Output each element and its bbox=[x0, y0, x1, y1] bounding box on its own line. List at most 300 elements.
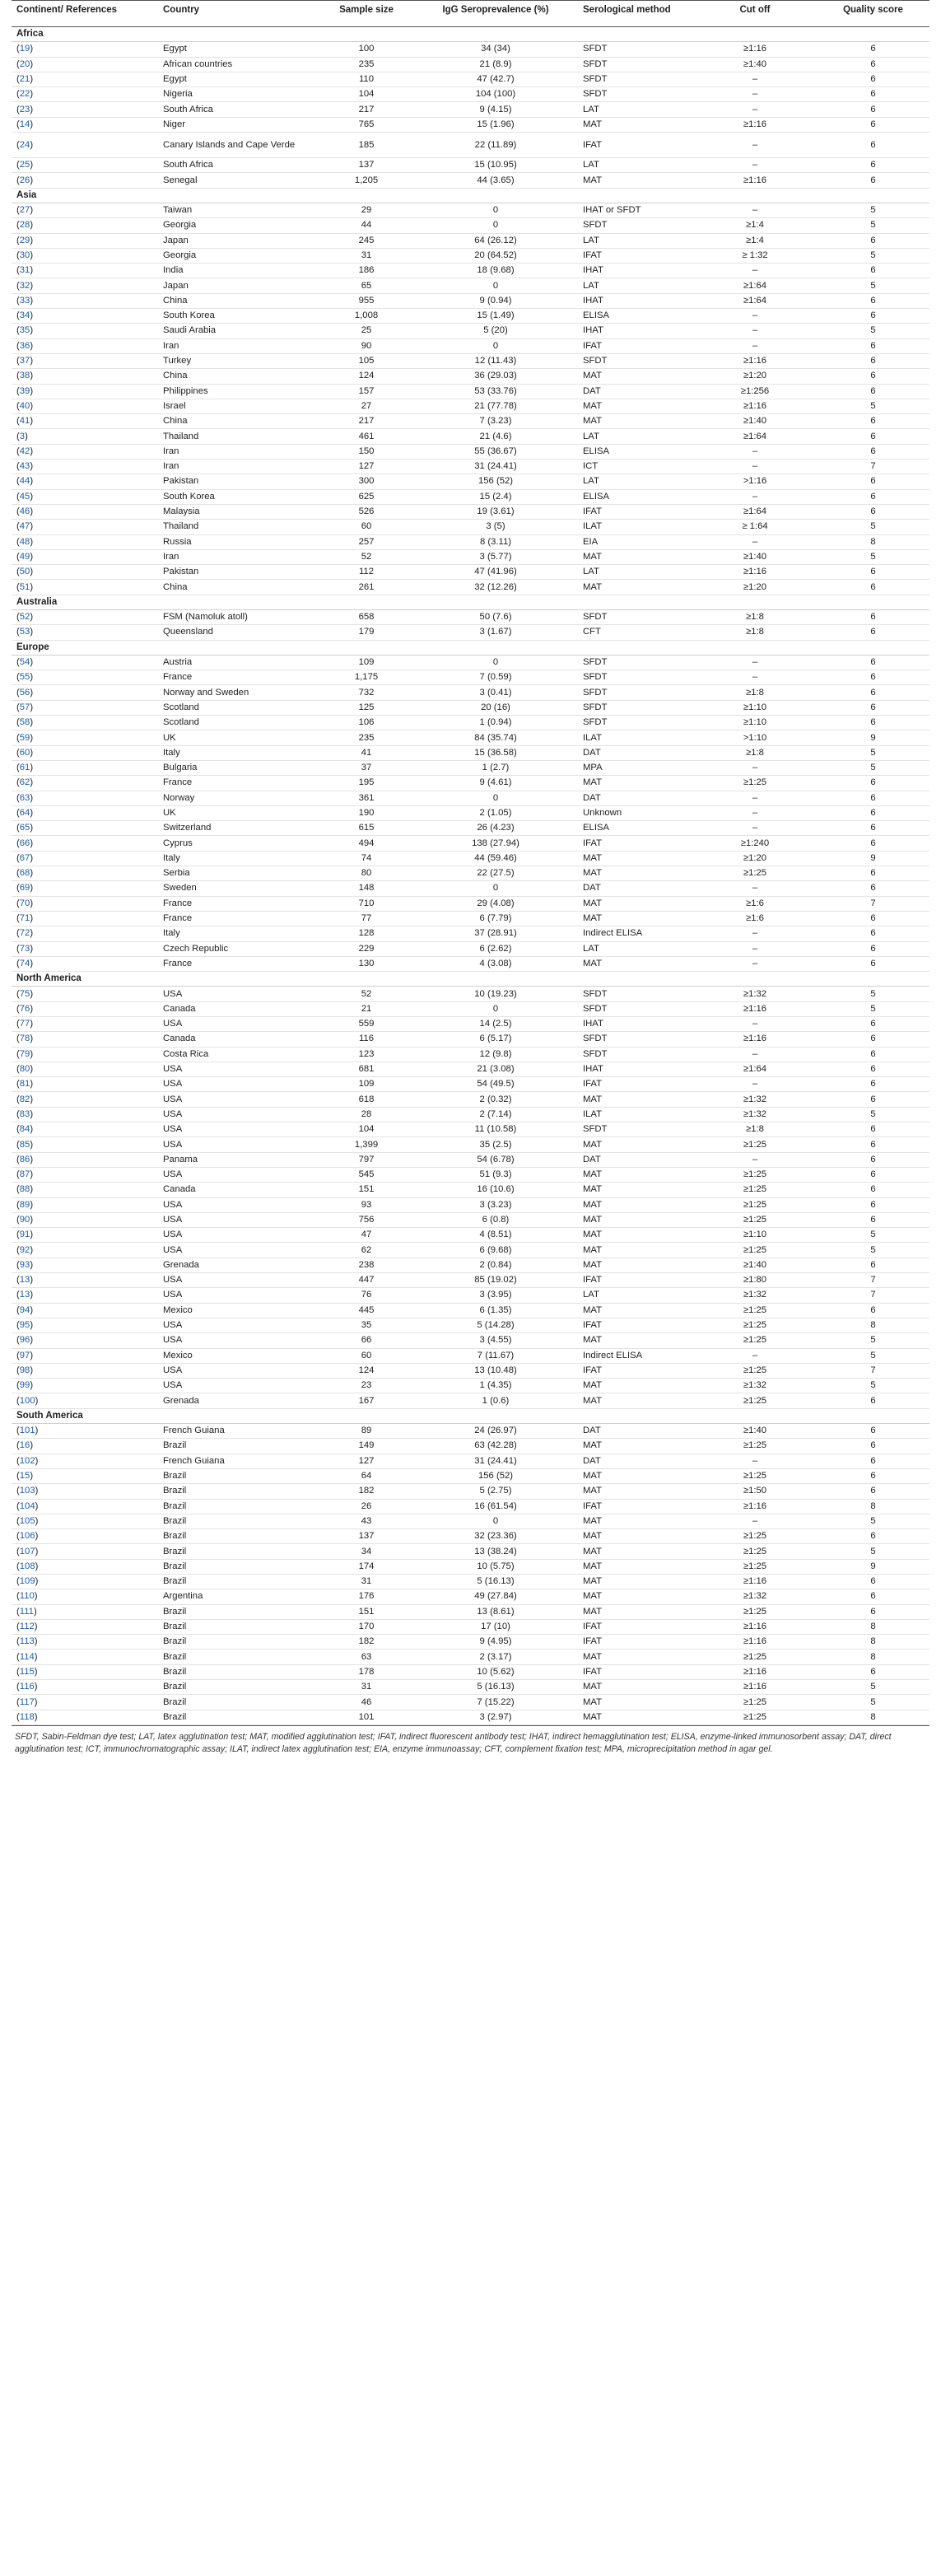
reference-link[interactable]: 54 bbox=[19, 657, 30, 668]
table-row bbox=[12, 534, 929, 549]
cell-seroprevalence: 3 (5) bbox=[413, 520, 578, 534]
cell-method: IFAT bbox=[578, 1318, 693, 1332]
cell-method: IFAT bbox=[578, 504, 693, 519]
table-row bbox=[12, 1167, 929, 1182]
cell-seroprevalence: 24 (26.97) bbox=[413, 1424, 578, 1439]
reference-link[interactable]: 63 bbox=[19, 792, 30, 803]
cell-quality-score: 6 bbox=[817, 1183, 929, 1197]
cell-seroprevalence: 0 bbox=[413, 338, 578, 353]
cell-cut-off: ≥1:20 bbox=[693, 851, 817, 866]
reference-link[interactable]: 41 bbox=[19, 416, 30, 427]
reference-link[interactable]: 79 bbox=[19, 1048, 30, 1059]
reference-link[interactable]: 29 bbox=[19, 235, 30, 245]
table-row bbox=[12, 338, 929, 353]
table-row bbox=[12, 1499, 929, 1514]
cell-country: Austria bbox=[158, 655, 319, 670]
reference-link[interactable]: 78 bbox=[19, 1034, 30, 1044]
reference-link[interactable]: 26 bbox=[19, 175, 30, 185]
table-row bbox=[12, 896, 929, 911]
reference-link[interactable]: 35 bbox=[19, 325, 30, 336]
cell-quality-score: 6 bbox=[817, 309, 929, 324]
reference-link[interactable]: 44 bbox=[19, 476, 30, 487]
cell-quality-score: 6 bbox=[817, 369, 929, 384]
cell-seroprevalence: 6 (1.35) bbox=[413, 1303, 578, 1318]
reference-link[interactable]: 69 bbox=[19, 883, 30, 894]
reference-link[interactable]: 37 bbox=[19, 356, 30, 366]
cell-ref: (23) bbox=[12, 102, 158, 117]
reference-link[interactable]: 62 bbox=[19, 777, 30, 788]
cell-seroprevalence: 21 (3.08) bbox=[413, 1062, 578, 1076]
cell-quality-score: 5 bbox=[817, 1379, 929, 1393]
cell-cut-off: ≥1:32 bbox=[693, 1589, 817, 1604]
table-row bbox=[12, 1544, 929, 1559]
cell-method: DAT bbox=[578, 384, 693, 399]
cell-ref: (37) bbox=[12, 353, 158, 368]
reference-link[interactable]: 14 bbox=[19, 119, 30, 129]
reference-link[interactable]: 103 bbox=[19, 1486, 35, 1496]
cell-method: ELISA bbox=[578, 309, 693, 324]
reference-link[interactable]: 42 bbox=[19, 446, 30, 456]
section-row bbox=[12, 595, 929, 609]
reference-link[interactable]: 49 bbox=[19, 551, 30, 562]
reference-link[interactable]: 104 bbox=[19, 1500, 35, 1511]
cell-sample-size: 235 bbox=[319, 730, 413, 745]
cell-seroprevalence: 21 (77.78) bbox=[413, 399, 578, 413]
cell-method: SFDT bbox=[578, 72, 693, 86]
reference-link[interactable]: 94 bbox=[19, 1304, 30, 1315]
cell-country: Grenada bbox=[158, 1258, 319, 1272]
cell-ref: (70) bbox=[12, 896, 158, 911]
cell-country: Brazil bbox=[158, 1544, 319, 1559]
cell-quality-score: 6 bbox=[817, 1393, 929, 1408]
cell-method: IFAT bbox=[578, 1635, 693, 1650]
reference-link[interactable]: 73 bbox=[19, 943, 30, 954]
reference-link[interactable]: 53 bbox=[19, 627, 30, 637]
cell-ref: (3) bbox=[12, 429, 158, 444]
reference-link[interactable]: 13 bbox=[19, 1290, 30, 1300]
cell-seroprevalence: 2 (7.14) bbox=[413, 1107, 578, 1122]
cell-method: SFDT bbox=[578, 57, 693, 72]
reference-link[interactable]: 116 bbox=[19, 1682, 35, 1692]
cell-method: IFAT bbox=[578, 1273, 693, 1288]
cell-cut-off: ≥1:16 bbox=[693, 1664, 817, 1679]
reference-link[interactable]: 61 bbox=[19, 763, 30, 773]
cell-sample-size: 101 bbox=[319, 1710, 413, 1724]
reference-link[interactable]: 118 bbox=[19, 1711, 35, 1722]
reference-link[interactable]: 48 bbox=[19, 536, 30, 547]
reference-link[interactable]: 92 bbox=[19, 1244, 30, 1255]
reference-link[interactable]: 81 bbox=[19, 1079, 30, 1090]
cell-country: Brazil bbox=[158, 1619, 319, 1634]
table-row bbox=[12, 1559, 929, 1574]
cell-country: South Korea bbox=[158, 309, 319, 324]
cell-cut-off: ≥1:64 bbox=[693, 293, 817, 308]
cell-country: Niger bbox=[158, 117, 319, 132]
cell-quality-score: 5 bbox=[817, 1333, 929, 1348]
cell-sample-size: 89 bbox=[319, 1424, 413, 1439]
cell-ref: (89) bbox=[12, 1197, 158, 1212]
cell-quality-score: 8 bbox=[817, 1499, 929, 1514]
cell-country: USA bbox=[158, 1228, 319, 1243]
table-row bbox=[12, 1363, 929, 1378]
cell-cut-off: ≥1:20 bbox=[693, 369, 817, 384]
reference-link[interactable]: 80 bbox=[19, 1064, 30, 1075]
cell-sample-size: 74 bbox=[319, 851, 413, 866]
cell-method: MAT bbox=[578, 1137, 693, 1152]
reference-link[interactable]: 20 bbox=[19, 58, 30, 69]
reference-link[interactable]: 65 bbox=[19, 823, 30, 833]
cell-quality-score: 5 bbox=[817, 987, 929, 1001]
cell-seroprevalence: 7 (15.22) bbox=[413, 1695, 578, 1710]
section-row bbox=[12, 640, 929, 655]
cell-cut-off: ≥1:16 bbox=[693, 1032, 817, 1047]
cell-cut-off: ≥1:8 bbox=[693, 685, 817, 700]
table-row bbox=[12, 805, 929, 820]
reference-link[interactable]: 3 bbox=[19, 431, 26, 441]
table-row bbox=[12, 1393, 929, 1408]
reference-link[interactable]: 101 bbox=[19, 1426, 35, 1436]
cell-cut-off: – bbox=[693, 87, 817, 102]
reference-link[interactable]: 117 bbox=[19, 1696, 35, 1707]
reference-link[interactable]: 70 bbox=[19, 898, 30, 908]
cell-ref: (41) bbox=[12, 414, 158, 429]
cell-quality-score: 6 bbox=[817, 1062, 929, 1076]
reference-link[interactable]: 38 bbox=[19, 371, 30, 381]
reference-link[interactable]: 67 bbox=[19, 852, 30, 863]
cell-country: USA bbox=[158, 1017, 319, 1032]
reference-link[interactable]: 75 bbox=[19, 988, 30, 999]
cell-cut-off: – bbox=[693, 489, 817, 504]
cell-cut-off: ≥1:40 bbox=[693, 57, 817, 72]
cell-quality-score: 6 bbox=[817, 72, 929, 86]
cell-method: IFAT bbox=[578, 1664, 693, 1679]
cell-ref: (94) bbox=[12, 1303, 158, 1318]
reference-link[interactable]: 16 bbox=[19, 1440, 30, 1451]
cell-cut-off: – bbox=[693, 72, 817, 86]
cell-quality-score: 5 bbox=[817, 1695, 929, 1710]
reference-link[interactable]: 111 bbox=[19, 1606, 34, 1617]
table-row bbox=[12, 1379, 929, 1393]
cell-country: French Guiana bbox=[158, 1424, 319, 1439]
reference-link[interactable]: 52 bbox=[19, 612, 30, 623]
reference-link[interactable]: 74 bbox=[19, 958, 30, 968]
cell-quality-score: 6 bbox=[817, 1589, 929, 1604]
reference-link[interactable]: 98 bbox=[19, 1365, 30, 1375]
cell-sample-size: 257 bbox=[319, 534, 413, 549]
cell-seroprevalence: 29 (4.08) bbox=[413, 896, 578, 911]
table-row bbox=[12, 941, 929, 956]
cell-seroprevalence: 3 (0.41) bbox=[413, 685, 578, 700]
cell-seroprevalence: 7 (0.59) bbox=[413, 670, 578, 685]
cell-seroprevalence: 31 (24.41) bbox=[413, 460, 578, 474]
reference-link[interactable]: 96 bbox=[19, 1335, 30, 1346]
reference-link[interactable]: 88 bbox=[19, 1184, 30, 1195]
cell-ref: (49) bbox=[12, 549, 158, 564]
cell-quality-score: 5 bbox=[817, 399, 929, 413]
cell-quality-score: 6 bbox=[817, 1529, 929, 1544]
cell-method: SFDT bbox=[578, 700, 693, 715]
table-row bbox=[12, 489, 929, 504]
section-row bbox=[12, 972, 929, 987]
reference-link[interactable]: 113 bbox=[19, 1636, 35, 1647]
cell-sample-size: 37 bbox=[319, 760, 413, 775]
cell-method: IFAT bbox=[578, 338, 693, 353]
reference-link[interactable]: 22 bbox=[19, 89, 30, 100]
reference-link[interactable]: 23 bbox=[19, 104, 30, 114]
reference-link[interactable]: 32 bbox=[19, 280, 30, 291]
cell-ref: (84) bbox=[12, 1122, 158, 1137]
reference-link[interactable]: 13 bbox=[19, 1275, 30, 1286]
cell-quality-score: 6 bbox=[817, 655, 929, 670]
reference-link[interactable]: 93 bbox=[19, 1259, 30, 1270]
reference-link[interactable]: 95 bbox=[19, 1320, 30, 1331]
cell-method: SFDT bbox=[578, 716, 693, 730]
reference-link[interactable]: 57 bbox=[19, 702, 30, 712]
reference-link[interactable]: 110 bbox=[19, 1591, 35, 1602]
cell-quality-score: 6 bbox=[817, 1303, 929, 1318]
cell-method: MAT bbox=[578, 956, 693, 971]
cell-country: France bbox=[158, 776, 319, 791]
reference-link[interactable]: 107 bbox=[19, 1546, 35, 1556]
cell-seroprevalence: 5 (14.28) bbox=[413, 1318, 578, 1332]
reference-link[interactable]: 102 bbox=[19, 1455, 35, 1466]
cell-ref: (19) bbox=[12, 42, 158, 57]
cell-cut-off: – bbox=[693, 1047, 817, 1062]
reference-link[interactable]: 46 bbox=[19, 506, 30, 517]
reference-link[interactable]: 30 bbox=[19, 250, 30, 260]
cell-method: MAT bbox=[578, 399, 693, 413]
cell-sample-size: 179 bbox=[319, 625, 413, 640]
cell-sample-size: 77 bbox=[319, 911, 413, 926]
cell-cut-off: ≥1:16 bbox=[693, 117, 817, 132]
reference-link[interactable]: 19 bbox=[19, 44, 30, 54]
cell-quality-score: 5 bbox=[817, 520, 929, 534]
cell-seroprevalence: 15 (10.95) bbox=[413, 158, 578, 173]
cell-country: Brazil bbox=[158, 1484, 319, 1499]
reference-link[interactable]: 28 bbox=[19, 220, 30, 231]
cell-seroprevalence: 64 (26.12) bbox=[413, 233, 578, 248]
reference-link[interactable]: 71 bbox=[19, 913, 30, 924]
cell-ref: (27) bbox=[12, 203, 158, 217]
reference-link[interactable]: 27 bbox=[19, 205, 30, 216]
cell-quality-score: 6 bbox=[817, 700, 929, 715]
cell-quality-score: 6 bbox=[817, 133, 929, 158]
reference-link[interactable]: 31 bbox=[19, 265, 30, 276]
section-row bbox=[12, 27, 929, 42]
cell-cut-off: ≥1:16 bbox=[693, 1001, 817, 1016]
cell-seroprevalence: 6 (2.62) bbox=[413, 941, 578, 956]
reference-link[interactable]: 39 bbox=[19, 385, 30, 396]
cell-seroprevalence: 15 (1.49) bbox=[413, 309, 578, 324]
table-row bbox=[12, 776, 929, 791]
cell-method: LAT bbox=[578, 565, 693, 580]
reference-link[interactable]: 24 bbox=[19, 139, 30, 150]
cell-cut-off: ≥1:50 bbox=[693, 1484, 817, 1499]
cell-method: MAT bbox=[578, 1468, 693, 1483]
reference-link[interactable]: 58 bbox=[19, 717, 30, 728]
cell-country: Canada bbox=[158, 1183, 319, 1197]
table-row bbox=[12, 1348, 929, 1363]
reference-link[interactable]: 50 bbox=[19, 567, 30, 577]
cell-seroprevalence: 6 (9.68) bbox=[413, 1243, 578, 1258]
cell-ref: (26) bbox=[12, 173, 158, 188]
cell-cut-off: – bbox=[693, 655, 817, 670]
cell-quality-score: 6 bbox=[817, 504, 929, 519]
reference-link[interactable]: 59 bbox=[19, 732, 30, 743]
reference-link[interactable]: 86 bbox=[19, 1154, 30, 1164]
reference-link[interactable]: 114 bbox=[19, 1651, 35, 1662]
cell-cut-off: – bbox=[693, 670, 817, 685]
section-row bbox=[12, 1408, 929, 1423]
reference-link[interactable]: 85 bbox=[19, 1139, 30, 1150]
cell-seroprevalence: 9 (4.95) bbox=[413, 1635, 578, 1650]
reference-link[interactable]: 99 bbox=[19, 1380, 30, 1391]
cell-ref: (105) bbox=[12, 1514, 158, 1528]
reference-link[interactable]: 97 bbox=[19, 1350, 30, 1360]
cell-sample-size: 116 bbox=[319, 1032, 413, 1047]
cell-method: MAT bbox=[578, 1514, 693, 1528]
cell-quality-score: 6 bbox=[817, 338, 929, 353]
cell-seroprevalence: 53 (33.76) bbox=[413, 384, 578, 399]
cell-country: France bbox=[158, 911, 319, 926]
cell-cut-off: ≥1:8 bbox=[693, 625, 817, 640]
reference-link[interactable]: 56 bbox=[19, 687, 30, 698]
reference-link[interactable]: 105 bbox=[19, 1515, 35, 1526]
table-row bbox=[12, 248, 929, 263]
cell-sample-size: 300 bbox=[319, 474, 413, 489]
table-row bbox=[12, 1152, 929, 1167]
table-row bbox=[12, 117, 929, 132]
cell-country: Brazil bbox=[158, 1574, 319, 1589]
cell-seroprevalence: 9 (4.15) bbox=[413, 102, 578, 117]
cell-country: Brazil bbox=[158, 1695, 319, 1710]
cell-cut-off: – bbox=[693, 881, 817, 896]
cell-quality-score: 6 bbox=[817, 1574, 929, 1589]
cell-method: MAT bbox=[578, 580, 693, 595]
reference-link[interactable]: 100 bbox=[19, 1395, 35, 1406]
cell-seroprevalence: 22 (27.5) bbox=[413, 866, 578, 881]
reference-link[interactable]: 25 bbox=[19, 160, 30, 170]
cell-method: MAT bbox=[578, 866, 693, 881]
cell-seroprevalence: 32 (12.26) bbox=[413, 580, 578, 595]
table-row bbox=[12, 72, 929, 86]
reference-link[interactable]: 87 bbox=[19, 1169, 30, 1180]
cell-seroprevalence: 85 (19.02) bbox=[413, 1273, 578, 1288]
cell-ref: (58) bbox=[12, 716, 158, 730]
cell-sample-size: 76 bbox=[319, 1288, 413, 1303]
reference-link[interactable]: 108 bbox=[19, 1561, 35, 1571]
reference-link[interactable]: 34 bbox=[19, 310, 30, 321]
table-row bbox=[12, 565, 929, 580]
cell-seroprevalence: 2 (3.17) bbox=[413, 1650, 578, 1664]
cell-quality-score: 6 bbox=[817, 173, 929, 188]
reference-link[interactable]: 68 bbox=[19, 868, 30, 879]
reference-link[interactable]: 77 bbox=[19, 1019, 30, 1029]
cell-cut-off: ≥1:16 bbox=[693, 1499, 817, 1514]
reference-link[interactable]: 76 bbox=[19, 1003, 30, 1014]
cell-ref: (85) bbox=[12, 1137, 158, 1152]
reference-link[interactable]: 40 bbox=[19, 400, 30, 411]
cell-ref: (78) bbox=[12, 1032, 158, 1047]
cell-sample-size: 658 bbox=[319, 609, 413, 624]
table-row bbox=[12, 1619, 929, 1634]
cell-sample-size: 60 bbox=[319, 520, 413, 534]
reference-link[interactable]: 90 bbox=[19, 1215, 30, 1225]
reference-link[interactable]: 15 bbox=[19, 1471, 30, 1482]
cell-sample-size: 261 bbox=[319, 580, 413, 595]
cell-country: Canada bbox=[158, 1001, 319, 1016]
reference-link[interactable]: 82 bbox=[19, 1094, 30, 1104]
cell-cut-off: ≥1:10 bbox=[693, 716, 817, 730]
reference-link[interactable]: 45 bbox=[19, 491, 30, 502]
cell-seroprevalence: 2 (1.05) bbox=[413, 805, 578, 820]
cell-sample-size: 151 bbox=[319, 1604, 413, 1619]
cell-cut-off: ≥1:25 bbox=[693, 1243, 817, 1258]
reference-link[interactable]: 36 bbox=[19, 340, 30, 351]
reference-link[interactable]: 89 bbox=[19, 1199, 30, 1210]
table-row bbox=[12, 1695, 929, 1710]
table-row bbox=[12, 1529, 929, 1544]
cell-cut-off: ≥1:256 bbox=[693, 384, 817, 399]
cell-ref: (16) bbox=[12, 1439, 158, 1454]
cell-method: IHAT bbox=[578, 264, 693, 278]
cell-ref: (106) bbox=[12, 1529, 158, 1544]
reference-link[interactable]: 64 bbox=[19, 807, 30, 818]
cell-seroprevalence: 54 (49.5) bbox=[413, 1077, 578, 1092]
cell-quality-score: 6 bbox=[817, 1167, 929, 1182]
reference-link[interactable]: 106 bbox=[19, 1531, 35, 1542]
cell-method: CFT bbox=[578, 625, 693, 640]
reference-link[interactable]: 47 bbox=[19, 521, 30, 532]
reference-link[interactable]: 84 bbox=[19, 1124, 30, 1135]
cell-ref: (90) bbox=[12, 1212, 158, 1227]
reference-link[interactable]: 43 bbox=[19, 461, 30, 472]
cell-quality-score: 8 bbox=[817, 1710, 929, 1724]
reference-link[interactable]: 60 bbox=[19, 747, 30, 758]
cell-country: Scotland bbox=[158, 716, 319, 730]
cell-quality-score: 8 bbox=[817, 534, 929, 549]
cell-quality-score: 6 bbox=[817, 1424, 929, 1439]
cell-country: Brazil bbox=[158, 1514, 319, 1528]
cell-sample-size: 29 bbox=[319, 203, 413, 217]
reference-link[interactable]: 33 bbox=[19, 295, 30, 306]
reference-link[interactable]: 109 bbox=[19, 1576, 35, 1587]
cell-quality-score: 9 bbox=[817, 1559, 929, 1574]
cell-method: IHAT or SFDT bbox=[578, 203, 693, 217]
cell-seroprevalence: 31 (24.41) bbox=[413, 1454, 578, 1468]
cell-quality-score: 6 bbox=[817, 1092, 929, 1107]
cell-quality-score: 6 bbox=[817, 117, 929, 132]
cell-sample-size: 178 bbox=[319, 1664, 413, 1679]
cell-cut-off: – bbox=[693, 444, 817, 459]
reference-link[interactable]: 55 bbox=[19, 672, 30, 683]
reference-link[interactable]: 115 bbox=[19, 1666, 35, 1677]
table-row bbox=[12, 685, 929, 700]
reference-link[interactable]: 91 bbox=[19, 1230, 30, 1240]
reference-link[interactable]: 72 bbox=[19, 928, 30, 939]
cell-method: ILAT bbox=[578, 520, 693, 534]
cell-quality-score: 6 bbox=[817, 1468, 929, 1483]
cell-quality-score: 5 bbox=[817, 1228, 929, 1243]
reference-link[interactable]: 21 bbox=[19, 74, 30, 85]
cell-quality-score: 6 bbox=[817, 866, 929, 881]
cell-cut-off: ≥1:64 bbox=[693, 1062, 817, 1076]
reference-link[interactable]: 66 bbox=[19, 838, 30, 848]
reference-link[interactable]: 112 bbox=[19, 1622, 35, 1632]
reference-link[interactable]: 83 bbox=[19, 1108, 30, 1119]
reference-link[interactable]: 51 bbox=[19, 581, 30, 592]
cell-quality-score: 5 bbox=[817, 248, 929, 263]
